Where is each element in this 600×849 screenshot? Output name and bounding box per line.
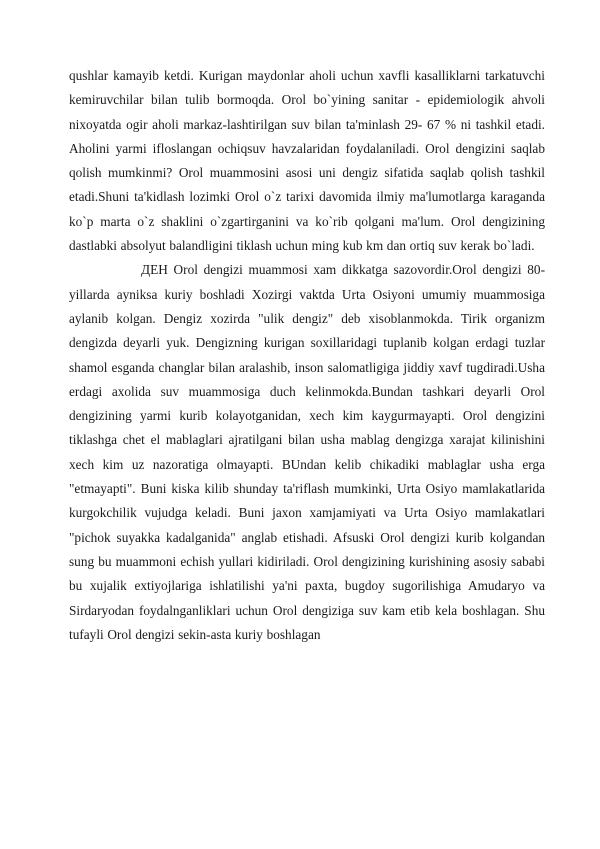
- paragraph-1: qushlar kamayib ketdi. Kurigan maydonlar aholi uchun xavfli kasalliklarni tarkatuvchi kemiruvchilar bilan tulib bormoqda. Orol bo`yining sanitar - epidemiologik ahvoli nixoyatda ogir aholi markaz-lashtirilgan suv bilan ta'minlash 29- 67 % ni tashkil etadi. Aholini yarmi ifloslangan ochiqsuv havzalaridan foydalaniladi. Orol dengizini saqlab qolish mumkinmi? Orol muammosini asosi uni dengiz sifatida saqlab qolish tashkil etadi.Shuni ta'kidlash lozimki Orol o`z tarixi davomida ilmiy ma'lumotlarga karaganda ko`p marta o`z shaklini o`zgartirganini va ko`rib qolgani ma'lum. Orol dengizining dastlabki absolyut balandligini tiklash uchun ming kub km dan ortiq suv kerak bo`ladi.: [69, 68, 545, 254]
- paragraph-2: ДЕН Orol dengizi muammosi xam dikkatga sazovordir.Orol dengizi 80-yillarda ayniksa kuriy boshladi Xozirgi vaktda Urta Osiyoni umumiy muammosiga aylanib kolgan. Dengiz xozirda "ulik dengiz" deb xisoblanmokda. Tirik organizm dengizda deyarli yuk. Dengizning kurigan soxillaridagi tuplanib kolgan erdagi tuzlar shamol esganda changlar bilan aralashib, inson salomatligiga jiddiy xavf tugdiradi.Usha erdagi axolida suv muammosiga duch kelinmokda.Bundan tashkari deyarli Orol dengizining yarmi kurib kolayotganidan, xech kim kaygurmayapti. Orol dengizini tiklashga chet el mablaglari ajratilgani bilan usha mablag dengizga xarajat kilinishini xech kim uz nazoratiga olmayapti. BUndan kelib chikadiki mablaglar usha erga "etmayapti". Buni kiska kilib shunday ta'riflash mumkinki, Urta Osiyo mamlakatlarida kurgokchilik vujudga keladi. Buni jaxon xamjamiyati va Urta Osiyo mamlakatlari "pichok suyakka kadalganida" anglab etishadi. Afsuski Orol dengizi kurib kolgandan sung bu muammoni echish yullari kidiriladi. Orol dengizining kurishining asosiy sababi bu xujalik extiyojlariga ishlatilishi ya'ni paxta, bugdoy sugorilishiga Amudaryo va Sirdaryodan foydalnganliklari uchun Orol dengiziga suv kam etib kela boshlagan. Shu tufayli Orol dengizi sekin-asta kuriy boshlagan: [69, 262, 545, 642]
- body-text: [69, 64, 545, 647]
